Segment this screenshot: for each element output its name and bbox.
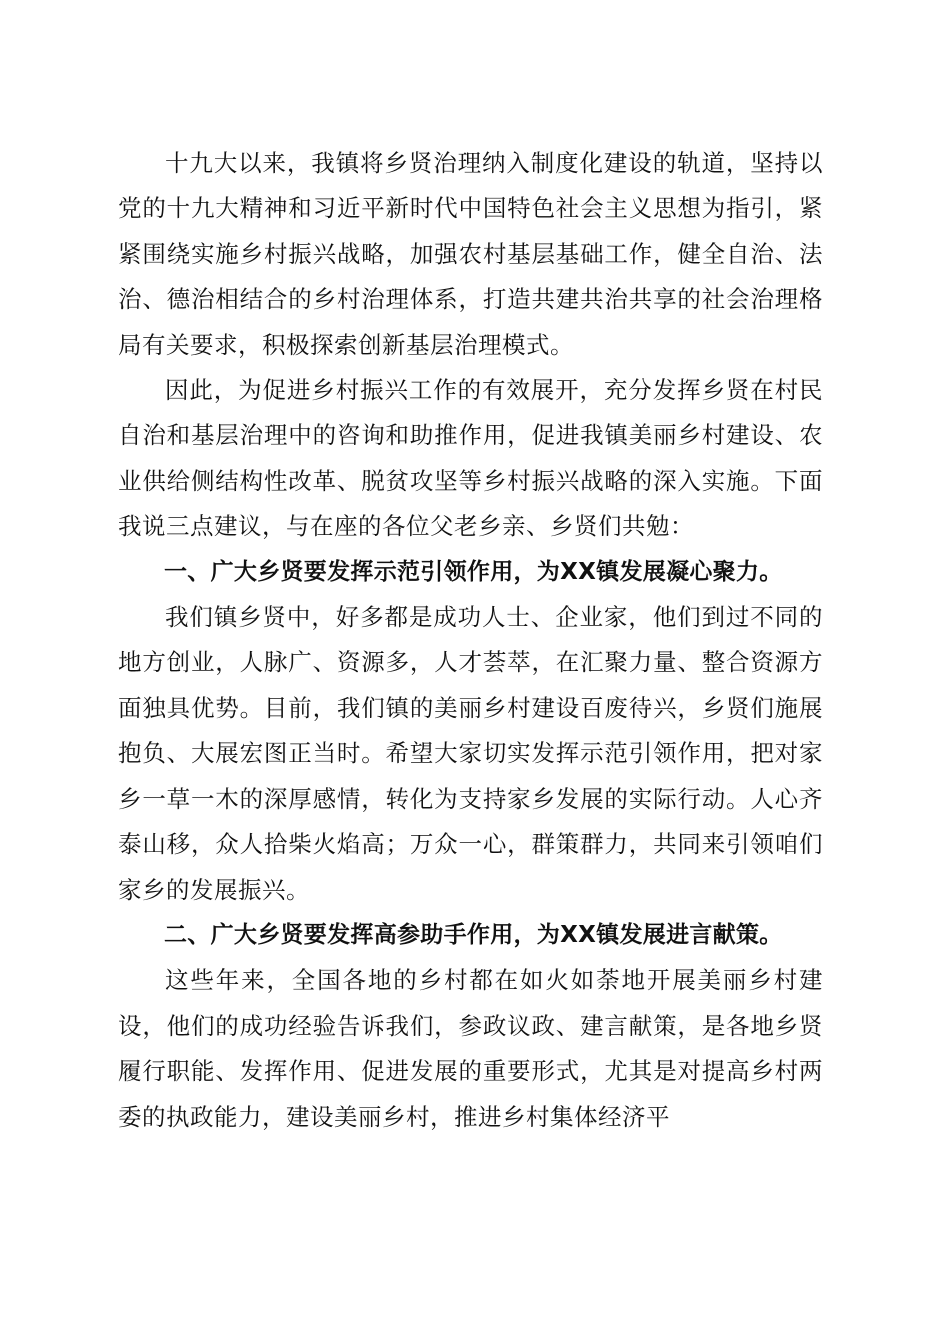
section-heading-2: 二、广大乡贤要发挥高参助手作用，为XX镇发展进言献策。 — [164, 921, 783, 948]
paragraph-section-2: 这些年来，全国各地的乡村都在如火如荼地开展美丽乡村建设，他们的成功经验告诉我们，参政议政、建言献策，是各地乡贤履行职能、发挥作用、促进发展的重要形式，尤其是对提高乡村两委的执政能力，建设美丽乡村，推进乡村集体经济平 — [118, 966, 823, 1131]
section-heading-1: 一、广大乡贤要发挥示范引领作用，为XX镇发展凝心聚力。 — [164, 558, 783, 585]
paragraph-section-1: 我们镇乡贤中，好多都是成功人士、企业家，他们到过不同的地方创业，人脉广、资源多，人才荟萃，在汇聚力量、整合资源方面独具优势。目前，我们镇的美丽乡村建设百废待兴，乡贤们施展抱负、大展宏图正当时。希望大家切实发挥示范引领作用，把对家乡一草一木的深厚感情，转化为支持家乡发展的实际行动。人心齐泰山移，众人拾柴火焰高；万众一心，群策群力，共同来引领咱们家乡的发展振兴。 — [118, 603, 823, 904]
paragraph-purpose: 因此，为促进乡村振兴工作的有效展开，充分发挥乡贤在村民自治和基层治理中的咨询和助推作用，促进我镇美丽乡村建设、农业供给侧结构性改革、脱贫攻坚等乡村振兴战略的深入实施。下面我说三点建议，与在座的各位父老乡亲、乡贤们共勉： — [118, 376, 823, 541]
document-page — [118, 141, 823, 1140]
paragraph-intro: 十九大以来，我镇将乡贤治理纳入制度化建设的轨道，坚持以党的十九大精神和习近平新时代中国特色社会主义思想为指引，紧紧围绕实施乡村振兴战略，加强农村基层基础工作，健全自治、法治、德治相结合的乡村治理体系，打造共建共治共享的社会治理格局有关要求，积极探索创新基层治理模式。 — [118, 149, 823, 359]
